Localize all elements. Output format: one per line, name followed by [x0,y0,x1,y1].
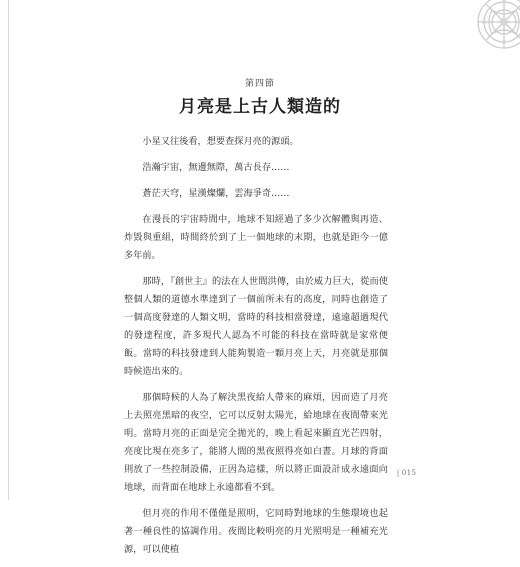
paragraph: 那個時候的人為了解決黑夜給人帶來的麻煩，因而造了月亮上去照亮黑暗的夜空，它可以反射太陽光，給地球在夜間帶來光明。當時月亮的正面是完全拋光的，晚上看起來顯直光芒四射，亮度比現在亮多了，能將人間的黑夜照得亮如白晝。月球的背面則放了一些控制設備，正因為這樣，所以將正面設計成永遠面向地球，而背面在地球上永遠都看不到。 [124,392,388,493]
chapter-title: 月亮是上古人類造的 [179,97,341,117]
page-margin-rule [8,0,9,500]
paragraph: 蒼茫天穹，星漢燦爛，雲海爭奇…… [142,188,290,199]
paragraph: 浩瀚宇宙，無邊無際，萬古長存…… [142,162,290,173]
section-label: 第四節 [244,79,275,89]
paragraph: 在漫長的宇宙時間中，地球不知經過了多少次解體與再造、炸毀與重組，時間終於到了上一個地球的末期，也就是距今一億多年前。 [124,214,388,261]
paragraph: 但月亮的作用不僅僅是照明，它同時對地球的生態環境也起著一種良性的協調作用。夜間比較明亮的月光照明是一種補充光源，可以使植 [124,508,388,555]
corner-ornament-icon [442,0,520,78]
paragraph: 那時，『創世主』的法在人世間洪傳，由於威力巨大，從而使整個人類的道德水準達到了一個前所未有的高度，同時也創造了一個高度發達的人類文明，當時的科技相當發達，遠遠超過現代的發達程度，許多現代人認為不可能的科技在當時就是家常便飯。當時的科技發達到人能夠製造一顆月亮上天，月亮就是那個時候造出來的。 [124,276,388,377]
paragraph: 小星又往後看，想要查探月亮的源頭。 [142,136,299,147]
page-number: | 015 [396,468,416,477]
body-text [124,133,388,567]
